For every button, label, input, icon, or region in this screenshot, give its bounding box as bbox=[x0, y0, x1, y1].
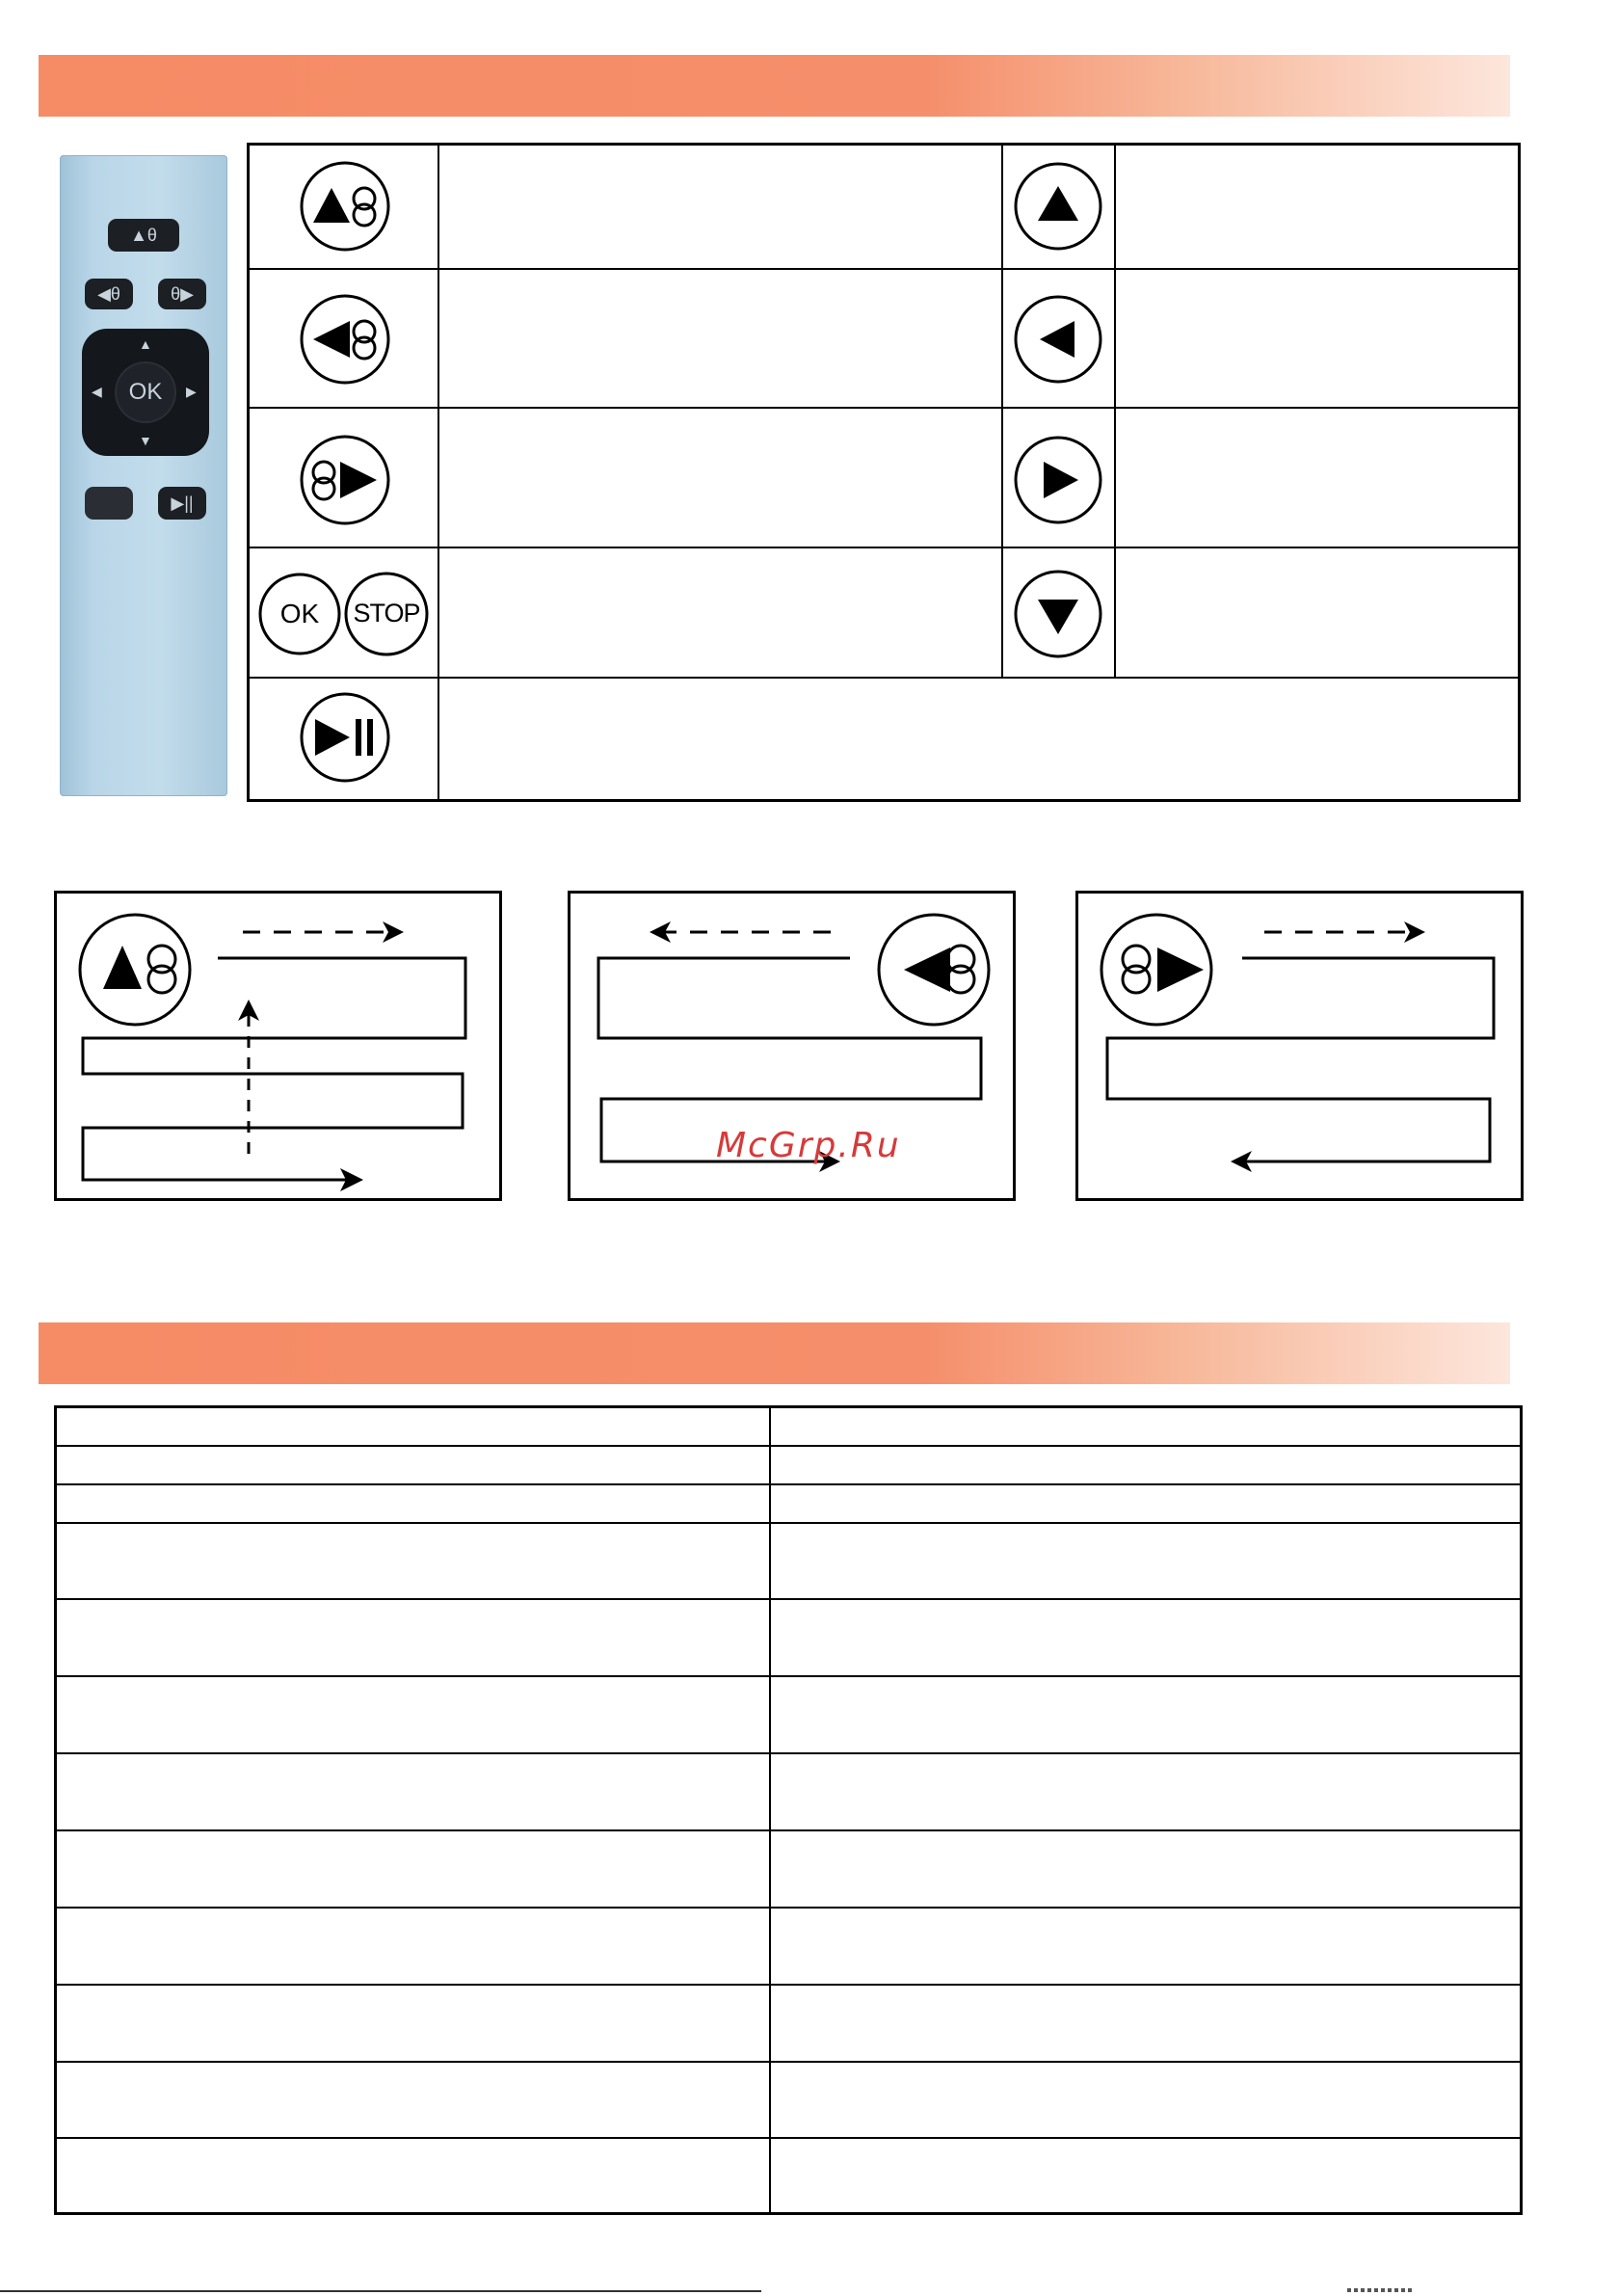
key-function-table bbox=[247, 143, 1521, 802]
remote-play-pause-button: ▶|| bbox=[158, 487, 206, 520]
remote-dpad bbox=[82, 329, 209, 456]
section-header-bar-bottom bbox=[39, 1322, 1510, 1384]
ok-label: OK bbox=[279, 599, 320, 628]
remote-left-spiral-button: ◀θ bbox=[85, 279, 133, 309]
specification-table bbox=[54, 1405, 1523, 2215]
remote-up-spiral-button: ▲θ bbox=[108, 219, 179, 252]
dpad-down-arrow-icon: ▼ bbox=[139, 433, 152, 448]
section-header-bar-top bbox=[39, 55, 1510, 117]
cleaning-pattern-diagram-1 bbox=[54, 891, 502, 1201]
left-spiral-icon bbox=[298, 292, 392, 387]
remote-stop-button bbox=[85, 487, 133, 520]
remote-right-spiral-button: θ▶ bbox=[158, 279, 206, 309]
table-row bbox=[57, 1984, 1520, 1986]
remote-ok-button: OK bbox=[117, 363, 174, 421]
table-row bbox=[57, 1752, 1520, 1754]
stop-label: STOP bbox=[353, 599, 420, 627]
cleaning-pattern-diagram-3 bbox=[1075, 891, 1524, 1201]
up-spiral-icon bbox=[298, 159, 392, 254]
table-row bbox=[57, 1445, 1520, 1447]
play-pause-icon bbox=[298, 690, 392, 785]
right-arrow-circle-icon bbox=[1013, 433, 1103, 527]
down-arrow-circle-icon bbox=[1013, 567, 1103, 661]
right-spiral-icon bbox=[298, 433, 392, 527]
table-row bbox=[57, 1483, 1520, 1485]
footer-mark bbox=[1347, 2288, 1415, 2292]
table-row bbox=[57, 2061, 1520, 2063]
remote-control-photo bbox=[60, 155, 227, 796]
dpad-up-arrow-icon: ▲ bbox=[139, 336, 152, 352]
table-row bbox=[57, 1907, 1520, 1909]
table-row bbox=[57, 1675, 1520, 1677]
watermark-text: McGrp.Ru bbox=[716, 1126, 901, 1165]
table-row bbox=[57, 2137, 1520, 2139]
table-row bbox=[57, 1829, 1520, 1831]
dpad-right-arrow-icon: ▶ bbox=[186, 384, 197, 399]
table-row bbox=[57, 1598, 1520, 1600]
up-arrow-circle-icon bbox=[1013, 159, 1103, 254]
footer-divider bbox=[0, 2290, 761, 2292]
left-arrow-circle-icon bbox=[1013, 292, 1103, 387]
dpad-left-arrow-icon: ◀ bbox=[92, 384, 102, 399]
table-row bbox=[57, 1522, 1520, 1524]
